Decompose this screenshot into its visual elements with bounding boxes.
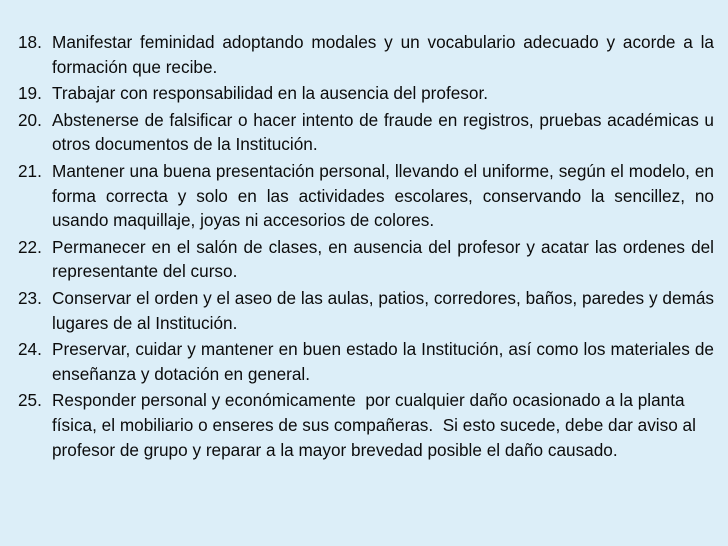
rule-text: Trabajar con responsabilidad en la ausencia del profesor. bbox=[52, 83, 489, 104]
rule-number: 19. bbox=[18, 83, 42, 104]
rule-item-24 bbox=[18, 337, 719, 386]
rule-item-18 bbox=[18, 30, 719, 79]
rule-text: Mantener una buena presentación personal, llevando el uniforme, según el modelo, en forma correcta y solo en las actividades escolares, conservando la sencillez, no usando maquillaje, joyas ni accesorios de colores. bbox=[52, 160, 719, 231]
rules-list bbox=[18, 30, 719, 462]
rule-text: Permanecer en el salón de clases, en ausencia del profesor y acatar las ordenes del representante del curso. bbox=[52, 236, 719, 282]
rule-text: Manifestar feminidad adoptando modales y un vocabulario adecuado y acorde a la formación que recibe. bbox=[52, 32, 719, 77]
rule-number: 21. bbox=[18, 160, 42, 181]
rule-text: Preservar, cuidar y mantener en buen estado la Institución, así como los materiales de enseñanza y dotación en general. bbox=[52, 339, 719, 384]
rule-item-21 bbox=[18, 159, 719, 233]
rule-number: 23. bbox=[18, 287, 42, 308]
rule-item-20 bbox=[18, 108, 719, 157]
rule-number: 25. bbox=[18, 390, 42, 411]
rule-number: 24. bbox=[18, 339, 42, 360]
rule-text: Responder personal y económicamente por cualquier daño ocasionado a la planta física, el mobiliario o enseres de sus compañeras. Si esto sucede, debe dar aviso al profesor de grupo y reparar a la mayor brevedad posible el daño causado. bbox=[52, 390, 701, 460]
rule-number: 20. bbox=[18, 109, 42, 130]
rule-item-22 bbox=[18, 235, 719, 284]
rule-text: Conservar el orden y el aseo de las aulas, patios, corredores, baños, paredes y demás lugares de al Institución. bbox=[52, 287, 719, 333]
rule-item-19 bbox=[18, 81, 714, 106]
rule-item-25 bbox=[18, 388, 714, 462]
rule-text: Abstenerse de falsificar o hacer intento de fraude en registros, pruebas académicas u otros documentos de la Institución. bbox=[52, 109, 719, 155]
rule-item-23 bbox=[18, 286, 719, 335]
rule-number: 22. bbox=[18, 236, 42, 257]
rule-number: 18. bbox=[18, 32, 42, 52]
